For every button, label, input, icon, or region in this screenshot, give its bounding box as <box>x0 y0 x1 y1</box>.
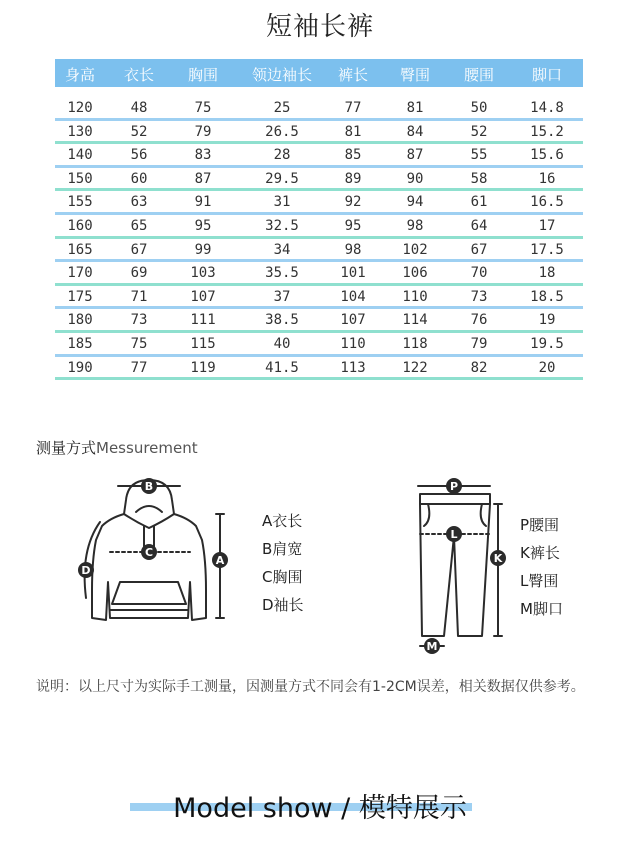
legend-item: L臀围 <box>520 572 559 590</box>
measurement-heading-en: Messurement <box>96 439 198 457</box>
table-cell: 64 <box>470 217 488 234</box>
table-cell: 76 <box>470 312 488 329</box>
table-cell: 38.5 <box>265 312 299 329</box>
table-cell: 67 <box>130 241 148 258</box>
measure-badge-label: M <box>426 640 438 653</box>
table-cell: 115 <box>190 335 216 352</box>
measurement-heading-cn: 测量方式 <box>36 439 97 457</box>
column-header: 裤长 <box>337 66 369 84</box>
table-cell: 79 <box>470 335 488 352</box>
table-cell: 81 <box>406 100 424 116</box>
column-header: 脚口 <box>531 66 563 84</box>
table-cell: 98 <box>406 217 424 234</box>
table-cell: 65 <box>130 217 148 234</box>
pants-legend <box>520 511 563 623</box>
page-title: 短袖长裤 <box>265 12 374 42</box>
table-cell: 15.2 <box>530 123 564 140</box>
table-cell: 55 <box>470 147 488 164</box>
table-cell: 63 <box>130 194 148 211</box>
table-cell: 118 <box>402 335 428 352</box>
table-cell: 19.5 <box>530 335 564 352</box>
table-cell: 114 <box>402 312 428 329</box>
table-row <box>55 262 583 286</box>
table-cell: 185 <box>67 335 93 352</box>
legend-item: P腰围 <box>520 516 560 534</box>
table-cell: 34 <box>273 241 291 258</box>
table-cell: 17 <box>538 217 556 234</box>
table-cell: 130 <box>67 123 93 140</box>
table-cell: 85 <box>344 147 362 164</box>
table-cell: 37 <box>273 288 291 305</box>
column-header: 领边袖长 <box>251 66 313 84</box>
table-cell: 58 <box>470 170 488 187</box>
table-cell: 19 <box>538 312 556 329</box>
table-cell: 82 <box>470 359 488 376</box>
table-cell: 35.5 <box>265 265 299 282</box>
table-cell: 104 <box>340 288 366 305</box>
table-cell: 73 <box>470 288 488 305</box>
legend-item: B肩宽 <box>262 540 303 558</box>
measure-badge-label: A <box>215 554 225 567</box>
table-cell: 61 <box>470 194 488 211</box>
table-row <box>55 191 583 215</box>
table-cell: 175 <box>67 288 93 305</box>
table-cell: 40 <box>273 335 291 352</box>
hoodie-diagram <box>70 470 245 635</box>
size-table-body <box>55 97 583 380</box>
table-cell: 41.5 <box>265 359 299 376</box>
table-row <box>55 168 583 192</box>
table-cell: 190 <box>67 359 93 376</box>
table-cell: 17.5 <box>530 241 564 258</box>
column-header: 身高 <box>64 66 96 84</box>
table-cell: 140 <box>67 147 93 164</box>
table-row <box>55 357 583 381</box>
table-cell: 113 <box>340 359 366 376</box>
column-header: 胸围 <box>187 66 219 84</box>
table-cell: 71 <box>130 288 148 305</box>
table-cell: 60 <box>130 170 148 187</box>
table-cell: 84 <box>406 123 424 140</box>
table-row <box>55 239 583 263</box>
table-cell: 75 <box>194 100 212 116</box>
measure-badge-label: D <box>81 564 91 577</box>
table-cell: 73 <box>130 312 148 329</box>
table-cell: 95 <box>344 217 362 234</box>
table-row <box>55 286 583 310</box>
measure-badge-label: K <box>493 552 503 565</box>
size-note: 说明：以上尺寸为实际手工测量，因测量方式不同会有1-2CM误差，相关数据仅供参考。 <box>36 679 585 695</box>
table-row <box>55 333 583 357</box>
model-show-heading: Model show / 模特展示 <box>173 793 467 824</box>
table-cell: 107 <box>190 288 216 305</box>
table-cell: 25 <box>273 100 291 116</box>
table-cell: 92 <box>344 194 362 211</box>
table-cell: 52 <box>130 123 148 140</box>
table-cell: 31 <box>273 194 291 211</box>
table-cell: 52 <box>470 123 488 140</box>
table-cell: 48 <box>130 100 148 116</box>
table-cell: 160 <box>67 217 93 234</box>
table-cell: 18.5 <box>530 288 564 305</box>
table-row <box>55 309 583 333</box>
table-cell: 99 <box>194 241 212 258</box>
table-cell: 119 <box>190 359 216 376</box>
table-cell: 120 <box>67 100 93 116</box>
table-row <box>55 121 583 145</box>
legend-item: C胸围 <box>262 568 303 586</box>
measure-badge-label: L <box>450 528 458 541</box>
table-cell: 70 <box>470 265 488 282</box>
table-cell: 29.5 <box>265 170 299 187</box>
legend-item: D袖长 <box>262 596 304 614</box>
table-cell: 103 <box>190 265 216 282</box>
table-cell: 89 <box>344 170 362 187</box>
table-cell: 122 <box>402 359 428 376</box>
table-cell: 79 <box>194 123 212 140</box>
column-header: 衣长 <box>123 66 155 84</box>
table-cell: 87 <box>406 147 424 164</box>
table-cell: 14.8 <box>530 100 564 116</box>
table-row <box>55 215 583 239</box>
table-cell: 20 <box>538 359 556 376</box>
table-cell: 155 <box>67 194 93 211</box>
table-cell: 32.5 <box>265 217 299 234</box>
table-cell: 111 <box>190 312 216 329</box>
row-divider <box>55 377 583 380</box>
table-cell: 102 <box>402 241 428 258</box>
column-header: 腰围 <box>463 66 495 84</box>
table-cell: 56 <box>130 147 148 164</box>
table-cell: 98 <box>344 241 362 258</box>
table-cell: 83 <box>194 147 212 164</box>
table-cell: 170 <box>67 265 93 282</box>
table-cell: 107 <box>340 312 366 329</box>
table-cell: 18 <box>538 265 556 282</box>
hoodie-legend <box>262 507 304 619</box>
table-cell: 180 <box>67 312 93 329</box>
table-cell: 81 <box>344 123 362 140</box>
table-cell: 95 <box>194 217 212 234</box>
table-cell: 69 <box>130 265 148 282</box>
table-cell: 106 <box>402 265 428 282</box>
table-cell: 77 <box>130 359 148 376</box>
table-cell: 16.5 <box>530 194 564 211</box>
table-cell: 87 <box>194 170 212 187</box>
table-cell: 165 <box>67 241 93 258</box>
pants-diagram <box>410 470 510 655</box>
table-cell: 110 <box>340 335 366 352</box>
table-row <box>55 144 583 168</box>
column-header: 臀围 <box>399 66 431 84</box>
table-cell: 150 <box>67 170 93 187</box>
measurement-heading <box>36 437 198 458</box>
table-cell: 67 <box>470 241 488 258</box>
measure-badge-label: C <box>144 546 154 559</box>
size-table-header <box>55 59 583 87</box>
table-cell: 50 <box>470 100 488 116</box>
table-cell: 110 <box>402 288 428 305</box>
table-cell: 75 <box>130 335 148 352</box>
table-cell: 94 <box>406 194 424 211</box>
measure-badge-label: P <box>449 480 459 493</box>
table-cell: 16 <box>538 170 556 187</box>
table-cell: 28 <box>273 147 291 164</box>
legend-item: M脚口 <box>520 600 563 618</box>
table-cell: 15.6 <box>530 147 564 164</box>
table-cell: 90 <box>406 170 424 187</box>
table-cell: 77 <box>344 100 362 116</box>
legend-item: A衣长 <box>262 512 303 530</box>
legend-item: K裤长 <box>520 544 560 562</box>
measure-badge-label: B <box>144 480 154 493</box>
table-row <box>55 97 583 121</box>
table-cell: 101 <box>340 265 366 282</box>
table-cell: 26.5 <box>265 123 299 140</box>
table-cell: 91 <box>194 194 212 211</box>
